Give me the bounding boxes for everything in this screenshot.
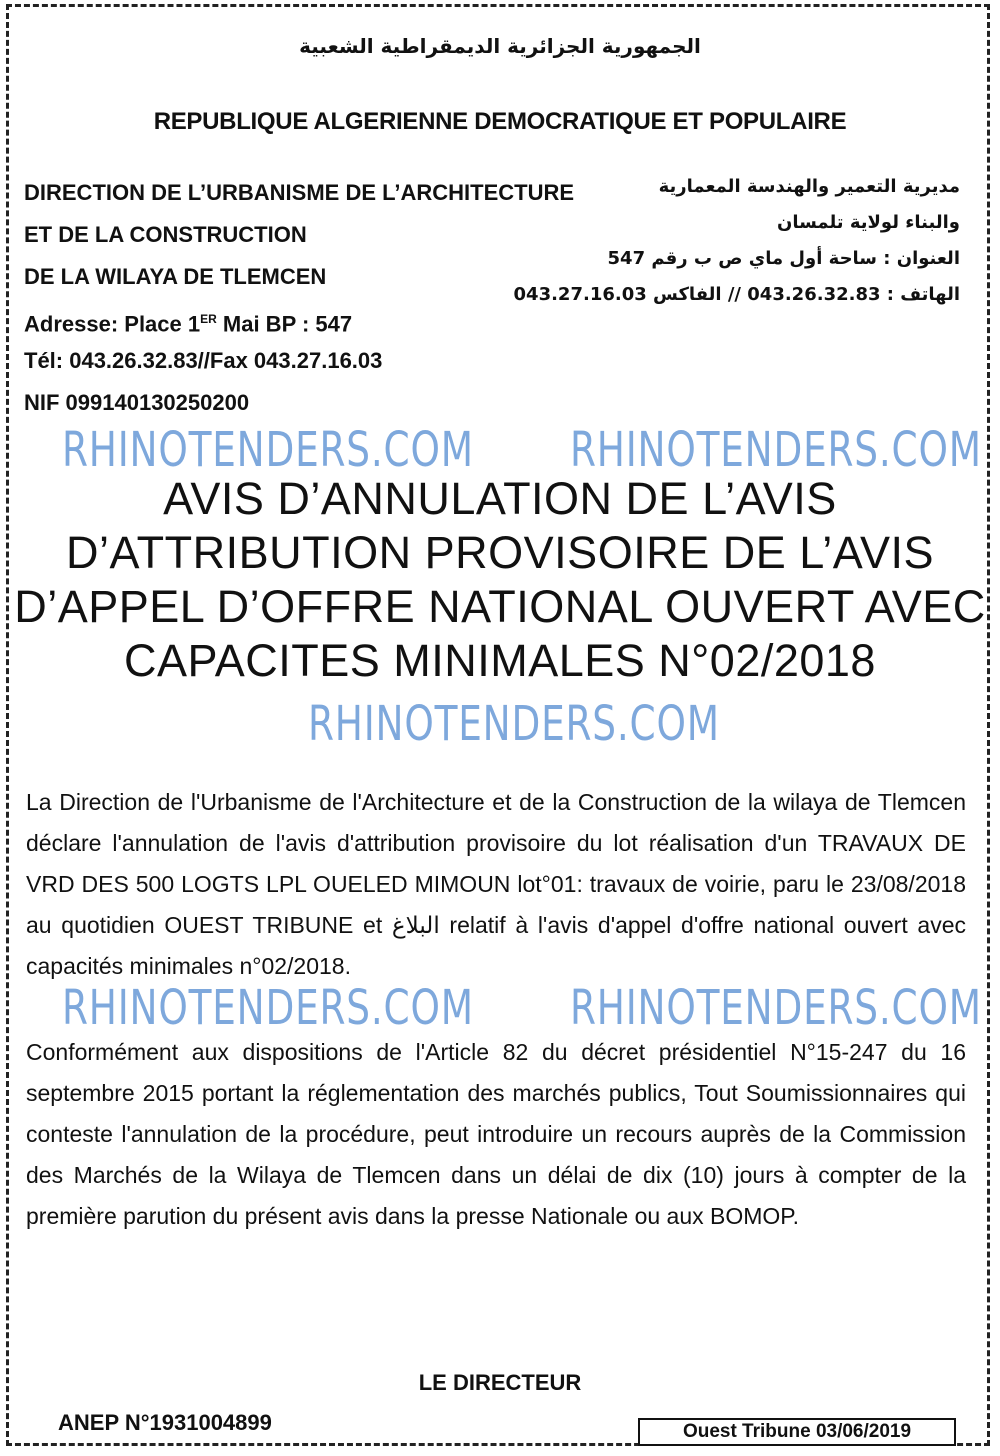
- watermark: RHINOTENDERS.COM: [570, 422, 982, 478]
- title-line-4: CAPACITES MINIMALES N°02/2018: [124, 635, 876, 686]
- issuer-phone: Tél: 043.26.32.83//Fax 043.27.16.03: [24, 348, 383, 373]
- arabic-republic-heading: الجمهورية الجزائرية الديمقراطية الشعبية: [299, 34, 701, 58]
- title-line-2: D’ATTRIBUTION PROVISOIRE DE L’AVIS: [66, 527, 934, 578]
- issuer-info-arabic: [460, 170, 960, 314]
- arabic-issuer-line-1: مديرية التعمير والهندسة المعمارية: [658, 176, 960, 197]
- signature: LE DIRECTEUR: [418, 1370, 582, 1395]
- watermark: RHINOTENDERS.COM: [308, 696, 720, 752]
- body-paragraph-1: La Direction de l'Urbanisme de l'Architecture et de la Construction de la wilaya de Tlemcen déclare l'annulation de l'avis d'attribution provisoire du lot réalisation d'un TRAVAUX DE VRD DES 500 LOGTS LPL OUELED MIMOUN lot°01: travaux de voirie, paru le 23/08/2018 au quotidien OUEST TRIBUNE et البلاغ relatif à l'avis d'appel d'offre national ouvert avec capacités minimales n°02/2018.: [26, 789, 966, 979]
- body-paragraph-2: Conformément aux dispositions de l'Article 82 du décret présidentiel N°15-247 du 16 septembre 2015 portant la réglementation des marchés publics, Tout Soumissionnaires qui conteste l'annulation de la procédure, peut introduire un recours auprès de la Commission des Marchés de la Wilaya de Tlemcen dans un délai de dix (10) jours à compter de la première parution du présent avis dans la presse Nationale ou aux BOMOP.: [26, 1039, 966, 1229]
- watermark: RHINOTENDERS.COM: [62, 980, 474, 1036]
- issuer-line-2: ET DE LA CONSTRUCTION: [24, 222, 307, 247]
- issuer-address: Adresse: Place 1ER Mai BP : 547: [24, 311, 353, 337]
- notice-title: [0, 472, 1000, 688]
- arabic-issuer-line-3: العنوان : ساحة أول ماي ص ب رقم 547: [607, 248, 960, 269]
- arabic-issuer-line-4: الهاتف : 043.26.32.83 // الفاكس 043.27.16.03: [513, 284, 960, 305]
- title-line-3: D’APPEL D’OFFRE NATIONAL OUVERT AVEC: [14, 581, 986, 632]
- title-line-1: AVIS D’ANNULATION DE L’AVIS: [163, 473, 837, 524]
- arabic-issuer-line-2: والبناء لولاية تلمسان: [776, 212, 960, 233]
- issuer-line-3: DE LA WILAYA DE TLEMCEN: [24, 264, 327, 289]
- watermark: RHINOTENDERS.COM: [62, 422, 474, 478]
- publication-stamp: Ouest Tribune 03/06/2019: [638, 1418, 956, 1446]
- issuer-line-1: DIRECTION DE L’URBANISME DE L’ARCHITECTURE: [24, 180, 575, 205]
- anep-number: ANEP N°1931004899: [40, 1410, 290, 1436]
- watermark: RHINOTENDERS.COM: [570, 980, 982, 1036]
- issuer-nif: NIF 099140130250200: [24, 390, 250, 415]
- french-republic-heading: REPUBLIQUE ALGERIENNE DEMOCRATIQUE ET POPULAIRE: [153, 108, 847, 135]
